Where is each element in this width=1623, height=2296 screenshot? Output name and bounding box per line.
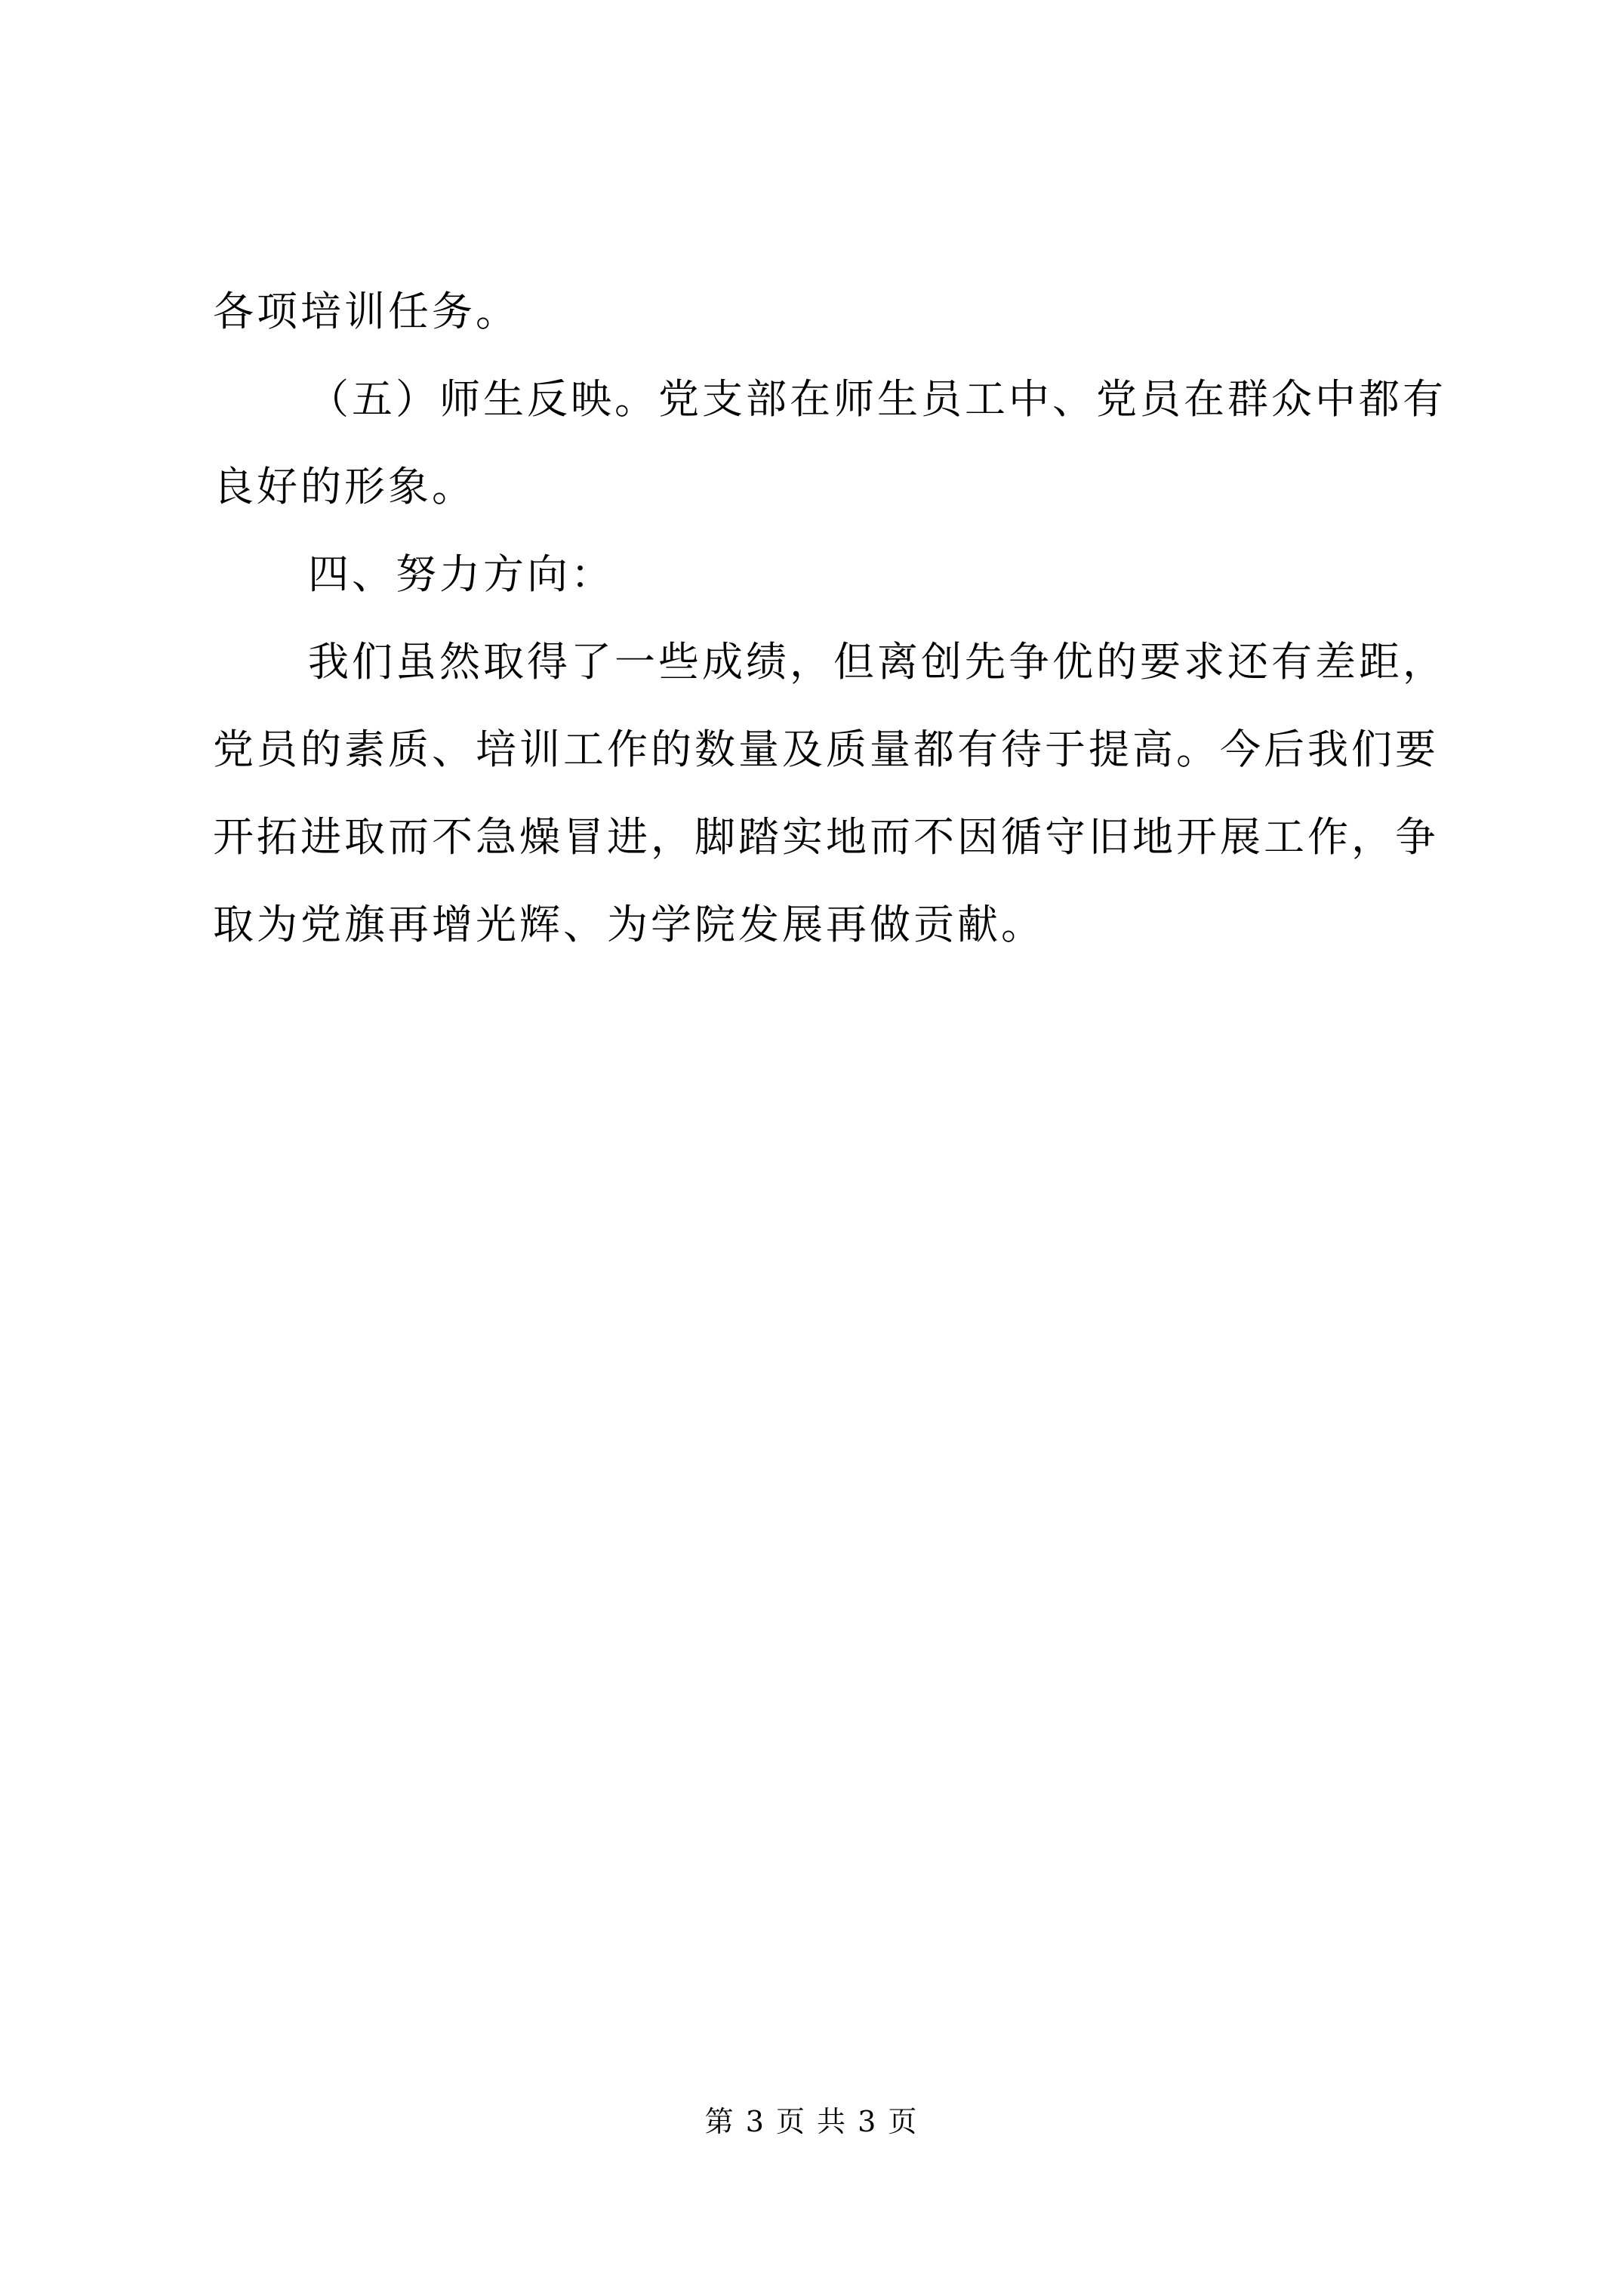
text-line: 各项培训任务。 [213,288,519,335]
text-line: 党员的素质、培训工作的数量及质量都有待于提高。今后我们要 [213,726,1439,773]
text-line: 良好的形象。 [213,463,476,510]
text-line: （五）师生反映。党支部在师生员工中、党员在群众中都有 [308,375,1446,423]
document-body [213,268,1451,969]
text-line: 取为党旗再增光辉、为学院发展再做贡献。 [213,901,1045,948]
text-line: 开拓进取而不急燥冒进，脚踏实地而不因循守旧地开展工作，争 [213,813,1439,861]
section-heading: 四、努力方向： [308,550,614,598]
page-footer: 第 3 页 共 3 页 [704,2105,919,2138]
text-line: 我们虽然取得了一些成绩，但离创先争优的要求还有差距， [308,638,1446,686]
